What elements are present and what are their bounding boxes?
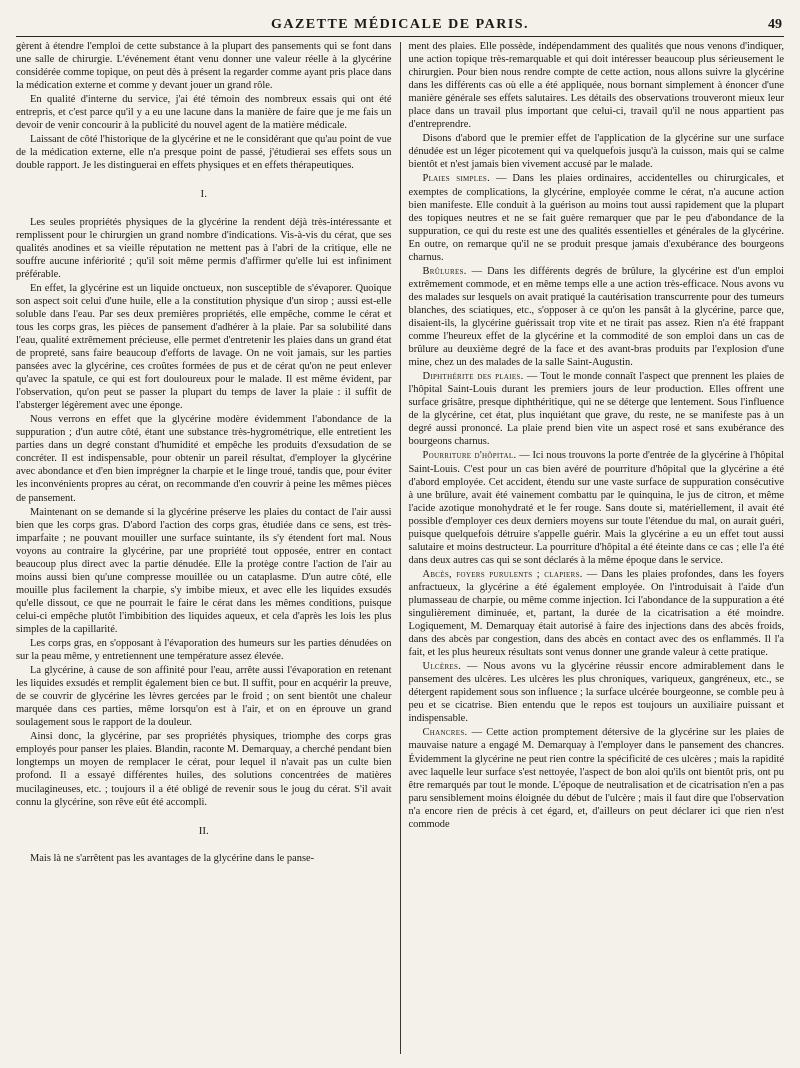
paragraph — [409, 265, 785, 369]
paragraph — [409, 449, 785, 566]
paragraph: gèrent à étendre l'emploi de cette substance à la plupart des pansements qui se font dans une salle de chirurgie. L'événement étant venu donner une valeur réelle à la glycérine considérée comme topique, on peut dès à présent la regarder comme ayant pris place dans la médication externe et comme y devant jouer un grand rôle. — [16, 41, 392, 92]
paragraph: La glycérine, à cause de son affinité pour l'eau, arrête aussi l'évaporation en retenant les liquides exsudés et remplit également bien ce but. Il suffit, pour en acquérir la preuve, de se couvrir de glycérine les lèvres gercées par le froid ; on sent bientôt une chaleur marquée dans ces parties, même lorsqu'on est à l'air, et on en éprouve un grand soulagement sous le rapport de la douleur. — [16, 665, 392, 729]
paragraph: Disons d'abord que le premier effet de l'application de la glycérine sur une surface dénudée est un léger picotement qui va quelquefois jusqu'à la cuisson, mais qui se calme bientôt et n'est jamais bien vivement accusé par le malade. — [408, 133, 784, 171]
paragraph-text: — Nous avons vu la glycérine réussir encore admirablement dans le pansement des ulcères. Les ulcères les plus chroniques, variqueux, gangréneux, etc., se détergent rapidement sous son influence ; la surface ulcérée bourgeonne, se comble peu à peu et se cicatrise. Bien entendu que le repos est toujours un auxiliaire puissant et indispensable. — [408, 661, 784, 725]
subsection-heading: Ulcères. — [422, 661, 462, 673]
paragraph: Les corps gras, en s'opposant à l'évaporation des humeurs sur les parties dénudées on sur la peau même, y entretiennent une température assez élevée. — [16, 638, 392, 663]
paragraph: Mais là ne s'arrêtent pas les avantages de la glycérine dans le panse- — [30, 852, 315, 864]
paragraph: Les seules propriétés physiques de la glycérine la rendent déjà très-intéressante et remplissent pour le chirurgien un grand nombre d'indications. Vis-à-vis du cérat, que ses qualités anodines et sa vieille réputation ne mettent pas à l'abri de la critique, elle ne souffre aucune infériorité ; qu'il soit même permis d'affirmer qu'elle lui est infiniment préférable. — [16, 216, 392, 280]
paragraph: Laissant de côté l'historique de la glycérine et ne le considérant que qu'au point de vue de la médication externe, elle n'a presque point de passé, j'étudierai ses effets sous un double rapport. Je les distinguerai en effets physiques et en effets thérapeutiques. — [16, 134, 392, 172]
paragraph: Nous verrons en effet que la glycérine modère évidemment l'abondance de la suppuration ; d'un autre côté, étant une substance très-hygrométrique, elle entretient les parties dans un degré constant d'humidité et empêche les produits d'exsudation de se concréter. Il est indispensable, pour obtenir un pareil résultat, d'employer la glycérine avec abondance et d'en bien imprégner la charpie et le linge troué, tandis que, pour éviter les inconvénients propres au cérat, on recommande d'en couvrir à peine les mêmes pièces de pansement. — [16, 414, 392, 504]
subsection-heading: Plaies simples. — [422, 173, 490, 185]
paragraph — [409, 172, 785, 263]
text-columns — [16, 40, 784, 1060]
paragraph: En qualité d'interne du service, j'ai été témoin des nombreux essais qui ont été entrepris, et c'est parce qu'il y a eu une lacune dans la manière de faire que je me fais un devoir de venir concourir à la publicité du nouvel agent de la matière médicale. — [16, 94, 392, 132]
paragraph — [409, 568, 785, 659]
paragraph: ment des plaies. Elle possède, indépendamment des qualités que nous venons d'indiquer, une action topique très-remarquable et qui doit intéresser beaucoup plus sérieusement le chirurgien. Pour bien nous rendre compte de cette action, nous allons suivre la glycérine dans les différents cas où elle a été appliquée, nous bornant simplement à énoncer d'une manière générale ses effets salutaires. Les détails des observations trouveront mieux leur place dans un travail plus important que celui-ci, travail qu'il ne nous appartient pas d'entreprendre. — [408, 41, 784, 131]
section-heading: II. — [198, 824, 209, 837]
right-column — [401, 40, 785, 1060]
paragraph: En effet, la glycérine est un liquide onctueux, non susceptible de s'évaporer. Quoique son aspect soit celui d'une huile, elle a la constitution physique d'un sirop ; aussi est-elle soluble dans l'eau. Par ses deux premières propriétés, elle empêche, comme le cérat et tous les corps gras, les pièces de pansement d'adhérer à la plaie. Par sa solubilité dans l'eau, qualité extrêmement précieuse, elle permet d'entretenir les plaies dans un grand état de propreté, sans faire beaucoup d'efforts de lavage. On ne voit jamais, sur les parties pansées avec la glycérine, ces croûtes formées de pus et de cérat qu'on ne peut enlever qu'avec la spatule, ce qui est fort douloureux pour le malade. Il est même évident, par l'observation, qu'on peut se passer la plupart du temps de laver la plaie : il suffit de l'absterger légèrement avec une éponge. — [16, 282, 392, 412]
paragraph-text: — Dans les plaies ordinaires, accidentelles ou chirurgicales, et exemptes de complications, la glycérine, employée comme le cérat, n'a aucune action bien manifeste. Elle conduit à la guérison au moins tout aussi rapidement que la plupart des topiques neutres et ne se fait guère remarquer que par le peu d'abondance de la suppuration, ce qui du reste est une des qualités essentielles et générales de la glycérine. En outre, on remarque qu'il ne se produit presque jamais d'exubérance des bourgeons charnus. — [408, 173, 784, 263]
paragraph: Ainsi donc, la glycérine, par ses propriétés physiques, triomphe des corps gras employés pour panser les plaies. Blandin, raconte M. Demarquay, a cherché pendant bien longtemps un moyen de remplacer le cérat, pour lequel il n'avait pas un culte bien profond. Il a essayé différentes huiles, des solutions concentrées de matières mucilagineuses, etc. ; toujours il a été obligé de revenir sous le joug du cérat. S'il avait connu la glycérine, son rêve eût été accompli. — [16, 731, 392, 808]
paragraph-text: — Ici nous trouvons la porte d'entrée de la glycérine à l'hôpital Saint-Louis. C'est pour un cas bien avéré de pourriture d'hôpital que la glycérine a été d'abord employée. Cet accident, étendu sur une vaste surface de suppuration consécutive à une brûlure, avait été vainement combattu par le quinquina, le jus de citron, et même l'acide azotique monohydraté et le fer rouge. Sans doute si, matériellement, il avait été possible d'employer ces deux derniers moyens sur toute l'étendue du mal, on aurait guéri, puisque quelquefois détruire s'appelle guérir. Mais la glycérine a eu un effet tout aussi salutaire et moins destructeur. La pourriture d'hôpital a été éteinte dans ce cas ; elle l'a été dans deux autres cas qui se sont déclarés à la même époque dans le service. — [408, 450, 784, 566]
paragraph — [409, 370, 785, 448]
paragraph-text: — Cette action promptement détersive de la glycérine sur les plaies de mauvaise nature a engagé M. Demarquay à l'employer dans le pansement des chancres. Évidemment la glycérine ne peut rien contre la spécificité de ces ulcères ; mais la rapidité avec laquelle leur surface s'est nettoyée, l'aspect de bon aloi qu'ils ont bientôt pris, ont pu être remarqués par tout le monde. L'époque de neutralisation et de cicatrisation n'en a pas paru sensiblement moins éloignée du début de l'ulcère ; mais il faut dire que l'observation n'a encore rien de précis à cet égard, et, d'ailleurs on peut déclarer ici que rien n'est commode — [408, 727, 784, 830]
journal-title: GAZETTE MÉDICALE DE PARIS. — [270, 17, 530, 32]
paragraph-text: — Dans les plaies profondes, dans les foyers anfractueux, la glycérine a été également employée. On l'introduisait à l'aide d'un plumasseau de charpie, ou même comme injection. Ici l'abondance de la suppuration a été singulièrement diminuée, et, partant, la durée de la cicatrisation a été moindre. Logiquement, M. Demarquay était autorisé à faire des injections dans des abcès froids, dans des abcès par congestion, dans des abcès en contact avec des os enflammés. Il l'a fait, et les plus heureux résultats sont venus donner une grande valeur à cette pratique. — [408, 568, 784, 659]
page-number: 49 — [768, 17, 782, 32]
subsection-heading: Pourriture d'hôpital. — [422, 450, 517, 462]
paragraph — [409, 660, 785, 725]
paragraph-text: — Tout le monde connaît l'aspect que prennent les plaies de l'hôpital Saint-Louis durant les premiers jours de leur production. Elles offrent une surface grisâtre, presque diphthéritique, qui ne se déterge que lentement. Sous l'influence de la glycérine, cet état, plus inquiétant que grave, du reste, ne se manifeste pas à un degré aussi prononcé. La plaie prend bien vite un aspect rosé et sans exubérance des bourgeons charnus. — [408, 371, 784, 448]
left-column — [16, 40, 400, 1060]
subsection-heading: Diphthérite des plaies. — [422, 371, 524, 383]
paragraph: Maintenant on se demande si la glycérine préserve les plaies du contact de l'air aussi bien que les corps gras. D'abord l'action des corps gras, étudiée dans ce sens, est très-imparfaite ; ne pouvant mouiller une surface suintante, ils s'y étendent fort mal. Nous voyons au contraire la glycérine, par une propriété tout opposée, entrer en contact beaucoup plus direct avec la partie dénudée. Elle la protège contre l'action de l'air au moins aussi bien qu'une compresse mouillée ou un cataplasme. D'un autre côté, elle mouille plus facilement la charpie, s'y imbibe mieux, et avec elle les liquides exsudés qu'elle dissout, ce que ne pourrait le faire le cérat dans les mêmes conditions, puisque celui-ci empêche plutôt l'imbibition des liquides aqueux, et cela d'après les lois les plus simples de la capillarité. — [16, 506, 392, 635]
paragraph — [409, 726, 785, 830]
subsection-heading: Chancres. — [422, 727, 468, 739]
subsection-heading: Abcès, foyers purulents ; clapiers. — [422, 568, 583, 580]
page-header — [16, 14, 784, 37]
subsection-heading: Brûlures. — [422, 265, 467, 277]
paragraph-text: — Dans les différents degrés de brûlure, la glycérine est d'un emploi extrêmement commode, et en même temps elle a une action très-efficace. Nous avons vu des malades sur lesquels on avait pratiqué la cautérisation transcurrente pour des tumeurs blanches, des sciatiques, etc., s'opposer à ce qu'on les pansât à la glycérine, parce que, disaient-ils, la glycérine guérissait trop vite et ne tirait pas assez. Rien n'a été frappant comme l'heureux effet de la glycérine et la commodité de son emploi dans un cas de brûlure au deuxième degré de la face et des avant-bras produits par l'explosion d'une mine, chez un des malades de la salle Saint-Augustin. — [408, 265, 784, 369]
section-heading: I. — [200, 188, 207, 201]
